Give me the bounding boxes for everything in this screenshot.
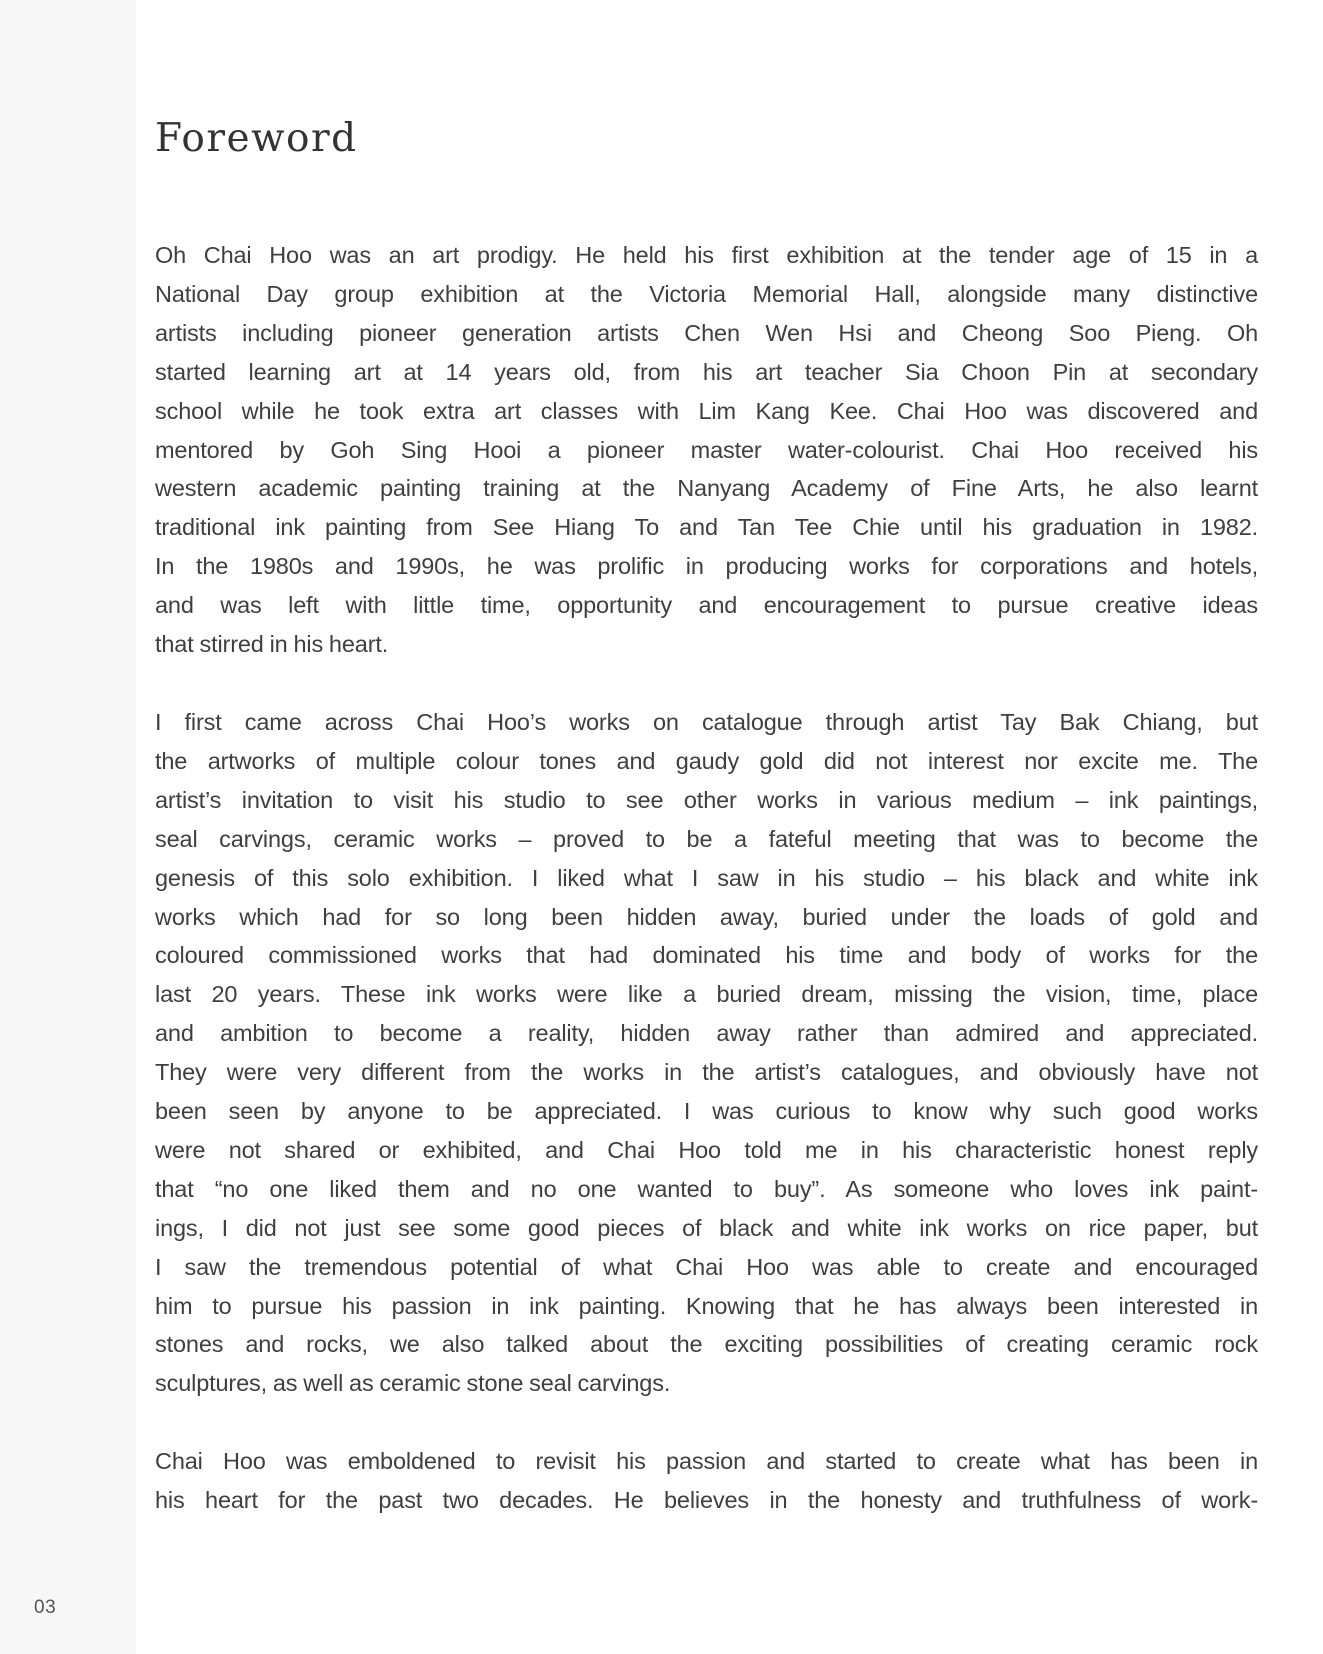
text-line: last 20 years. These ink works were like a buried dream, missing the vision, time, place bbox=[155, 981, 1258, 1008]
text-line: I saw the tremendous potential of what Chai Hoo was able to create and encouraged bbox=[155, 1253, 1258, 1280]
text-line: and ambition to become a reality, hidden away rather than admired and appreciated. bbox=[155, 1020, 1258, 1047]
text-line: seal carvings, ceramic works – proved to be a fateful meeting that was to become the bbox=[155, 825, 1258, 852]
text-line: been seen by anyone to be appreciated. I was curious to know why such good works bbox=[155, 1098, 1258, 1125]
text-line: that “no one liked them and no one wanted to buy”. As someone who loves ink paint- bbox=[155, 1175, 1258, 1202]
paragraph-1 bbox=[155, 236, 1258, 664]
text-line: In the 1980s and 1990s, he was prolific in producing works for corporations and hotels, bbox=[155, 553, 1258, 580]
text-line: that stirred in his heart. bbox=[155, 631, 389, 658]
text-line: I first came across Chai Hoo’s works on catalogue through artist Tay Bak Chiang, but bbox=[155, 708, 1258, 735]
paragraph-3 bbox=[155, 1442, 1258, 1520]
text-line: Oh Chai Hoo was an art prodigy. He held his first exhibition at the tender age of 15 in a bbox=[155, 242, 1258, 268]
text-line: works which had for so long been hidden away, buried under the loads of gold and bbox=[155, 903, 1258, 930]
text-line: They were very different from the works in the artist’s catalogues, and obviously have not bbox=[155, 1059, 1258, 1086]
page-title: Foreword bbox=[155, 116, 358, 161]
text-line: coloured commissioned works that had dominated his time and body of works for the bbox=[155, 942, 1258, 969]
page-margin bbox=[0, 0, 136, 1654]
text-line: western academic painting training at the Nanyang Academy of Fine Arts, he also learnt bbox=[155, 475, 1258, 502]
text-line: genesis of this solo exhibition. I liked what I saw in his studio – his black and white ink bbox=[155, 864, 1258, 891]
text-line: stones and rocks, we also talked about the exciting possibilities of creating ceramic rock bbox=[155, 1331, 1258, 1358]
foreword-body bbox=[155, 236, 1258, 1559]
text-line: artist’s invitation to visit his studio to see other works in various medium – ink paintings, bbox=[155, 786, 1258, 813]
text-line: and was left with little time, opportunity and encouragement to pursue creative ideas bbox=[155, 592, 1258, 619]
text-line: Chai Hoo was emboldened to revisit his passion and started to create what has been in bbox=[155, 1448, 1258, 1475]
text-line: National Day group exhibition at the Victoria Memorial Hall, alongside many distinctive bbox=[155, 280, 1258, 307]
text-line: traditional ink painting from See Hiang To and Tan Tee Chie until his graduation in 1982. bbox=[155, 514, 1258, 541]
text-line: ings, I did not just see some good pieces of black and white ink works on rice paper, but bbox=[155, 1214, 1258, 1241]
text-line: the artworks of multiple colour tones and gaudy gold did not interest nor excite me. The bbox=[155, 747, 1258, 774]
text-line: school while he took extra art classes with Lim Kang Kee. Chai Hoo was discovered and bbox=[155, 397, 1258, 424]
text-line: artists including pioneer generation artists Chen Wen Hsi and Cheong Soo Pieng. Oh bbox=[155, 319, 1258, 346]
text-line: were not shared or exhibited, and Chai Hoo told me in his characteristic honest reply bbox=[155, 1136, 1258, 1163]
text-line: mentored by Goh Sing Hooi a pioneer master water-colourist. Chai Hoo received his bbox=[155, 436, 1258, 463]
paragraph-2 bbox=[155, 703, 1258, 1403]
text-line: his heart for the past two decades. He believes in the honesty and truthfulness of work- bbox=[155, 1487, 1258, 1514]
text-line: started learning art at 14 years old, from his art teacher Sia Choon Pin at secondary bbox=[155, 358, 1258, 385]
page-number: 03 bbox=[34, 1597, 57, 1618]
text-line: sculptures, as well as ceramic stone seal carvings. bbox=[155, 1370, 671, 1397]
text-line: him to pursue his passion in ink painting. Knowing that he has always been interested in bbox=[155, 1292, 1258, 1319]
